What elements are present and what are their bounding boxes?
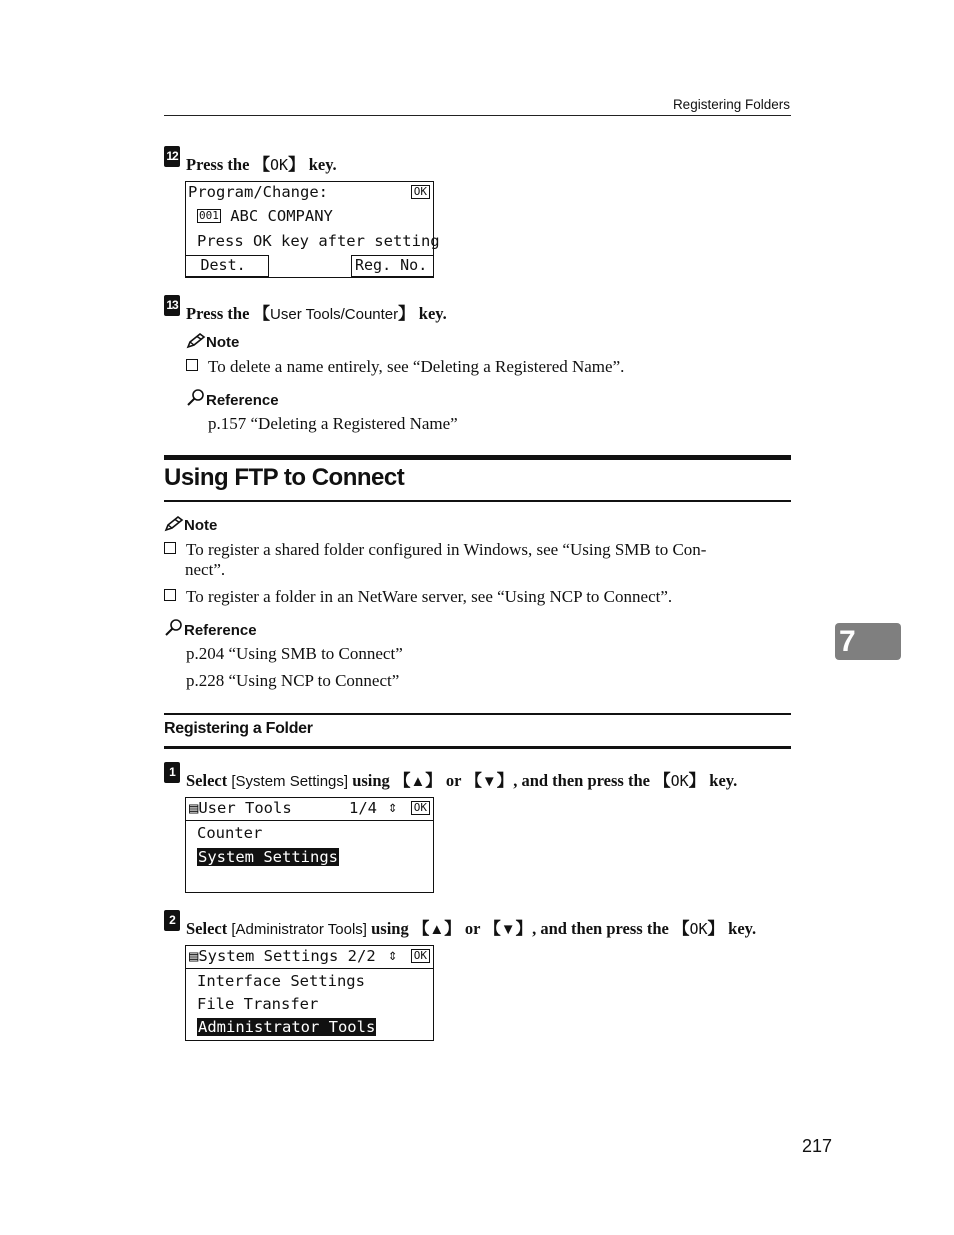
- user-tools-key-name: User Tools/Counter: [270, 306, 399, 323]
- step-12-instruction: [186, 151, 337, 175]
- step-text-suffix: key.: [414, 304, 447, 323]
- step-number-1: 1: [164, 762, 180, 783]
- note-1-text: To delete a name entirely, see “Deleting a Registered Name”.: [208, 357, 625, 376]
- step-text-or: or: [460, 919, 485, 938]
- pencil-icon: [164, 516, 184, 532]
- ok-indicator: OK: [411, 949, 430, 963]
- key-bracket-open: 【: [672, 919, 690, 938]
- administrator-tools-item: [Administrator Tools]: [231, 921, 367, 938]
- up-arrow-key: ▲: [429, 921, 445, 938]
- key-bracket-close: 】: [515, 919, 533, 938]
- selected-item: System Settings: [198, 848, 338, 866]
- lcd-title: System Settings 2/2: [198, 947, 376, 965]
- magnifier-icon: [186, 389, 206, 407]
- header-rule: [164, 115, 791, 116]
- system-settings-item: [System Settings]: [231, 773, 349, 790]
- entry-name: ABC COMPANY: [220, 207, 333, 225]
- key-bracket-open: 【: [484, 919, 501, 938]
- step-text-then: , and then press the: [513, 771, 655, 790]
- key-bracket-open: 【: [654, 771, 671, 790]
- running-header: Registering Folders: [672, 97, 790, 112]
- subsection-top-rule: [164, 713, 791, 715]
- step-text-then: , and then press the: [532, 919, 673, 938]
- step-text-suffix: key.: [705, 771, 738, 790]
- key-bracket-close: 】: [288, 155, 305, 174]
- step-text-using: using: [348, 771, 394, 790]
- up-arrow-key: ▲: [410, 773, 426, 790]
- lcd-program-change: [185, 181, 440, 278]
- section-title: Using FTP to Connect: [164, 464, 405, 491]
- note-heading: Note: [206, 334, 240, 351]
- step-text-using: using: [366, 919, 413, 938]
- step-1-instruction: [186, 767, 737, 791]
- step-number-12: 12: [164, 146, 180, 167]
- note-2-item-2-text: To register a folder in an NetWare server, see “Using NCP to Connect”.: [186, 587, 673, 606]
- lcd-title-row: [189, 799, 292, 817]
- chapter-tab: 7: [835, 623, 901, 660]
- lcd-title: User Tools: [198, 799, 292, 817]
- ok-indicator: OK: [411, 801, 430, 815]
- note-block-1: [186, 333, 239, 352]
- page-number: 217: [802, 1136, 833, 1156]
- reference-2-link-1: p.204 “Using SMB to Connect”: [186, 644, 403, 663]
- key-bracket-open: 【: [253, 155, 271, 174]
- lcd-user-tools: [185, 797, 434, 893]
- reference-block-1: [186, 389, 279, 410]
- step-text-prefix: Press the: [186, 304, 254, 323]
- lcd-page-indicator: 1/4: [349, 799, 377, 817]
- key-bracket-close: 】: [496, 771, 514, 790]
- subsection-title: Registering a Folder: [164, 720, 313, 737]
- key-bracket-open: 【: [465, 771, 482, 790]
- note-2-item-2: [164, 587, 672, 607]
- step-number-13: 13: [164, 295, 180, 316]
- key-bracket-close: 】: [707, 919, 725, 938]
- ok-indicator: OK: [411, 185, 430, 199]
- reference-2-link-2: p.228 “Using NCP to Connect”: [186, 671, 400, 690]
- lcd-message: Press OK key after setting: [197, 232, 440, 250]
- note-block-2: [164, 516, 217, 535]
- note-1-item: [186, 357, 624, 377]
- checkbox-icon: [164, 542, 176, 554]
- step-text-suffix: key.: [724, 919, 757, 938]
- ok-key-name: OK: [689, 920, 708, 938]
- updown-arrows-icon: ⇕: [388, 798, 398, 816]
- key-bracket-close: 】: [688, 771, 706, 790]
- ok-key-name: OK: [670, 772, 689, 790]
- menu-item-counter: Counter: [197, 824, 263, 842]
- dest-softkey: Dest.: [185, 255, 269, 277]
- step-text-select: Select: [186, 919, 232, 938]
- lcd-entry: [197, 207, 333, 225]
- menu-item-file-transfer: File Transfer: [197, 995, 319, 1013]
- reg-no-softkey: Reg. No.: [351, 255, 434, 277]
- note-2-item-1: [164, 540, 794, 580]
- step-number-2: 2: [164, 910, 180, 931]
- checkbox-icon: [186, 359, 198, 371]
- down-arrow-key: ▼: [500, 921, 516, 938]
- key-bracket-close: 】: [444, 919, 461, 938]
- note-heading: Note: [184, 517, 218, 534]
- lcd-title: Program/Change:: [188, 183, 328, 201]
- menu-item-system-settings: [197, 848, 339, 866]
- note-2-item-1-line-2: nect”.: [185, 560, 226, 579]
- menu-icon: ▤: [189, 947, 199, 965]
- reference-1-link: p.157 “Deleting a Registered Name”: [208, 414, 458, 433]
- lcd-title-row: [189, 947, 376, 965]
- reference-heading: Reference: [206, 392, 279, 409]
- menu-item-administrator-tools: [197, 1018, 376, 1036]
- key-bracket-open: 【: [253, 304, 271, 323]
- pencil-icon: [186, 333, 206, 349]
- step-text-select: Select: [186, 771, 232, 790]
- note-2-item-1-line-1: To register a shared folder configured in Windows, see “Using SMB to Con-: [186, 540, 707, 559]
- updown-arrows-icon: ⇕: [388, 946, 398, 964]
- key-bracket-close: 】: [398, 304, 415, 323]
- reference-block-2: [164, 619, 257, 640]
- step-text-or: or: [441, 771, 466, 790]
- lcd-system-settings: [185, 945, 434, 1041]
- key-bracket-open: 【: [412, 919, 430, 938]
- section-bottom-rule: [164, 500, 791, 502]
- reference-heading: Reference: [184, 622, 257, 639]
- subsection-bottom-rule: [164, 746, 791, 749]
- step-text-prefix: Press the: [186, 155, 254, 174]
- down-arrow-key: ▼: [481, 773, 497, 790]
- ok-key-name: OK: [270, 156, 289, 174]
- section-top-rule: [164, 455, 791, 460]
- checkbox-icon: [164, 589, 176, 601]
- step-2-instruction: [186, 915, 756, 939]
- magnifier-icon: [164, 619, 184, 637]
- key-bracket-open: 【: [393, 771, 411, 790]
- menu-item-interface-settings: Interface Settings: [197, 972, 365, 990]
- step-13-instruction: [186, 300, 447, 324]
- entry-number: 001: [199, 209, 219, 222]
- step-text-suffix: key.: [304, 155, 337, 174]
- menu-icon: ▤: [189, 799, 199, 817]
- key-bracket-close: 】: [425, 771, 442, 790]
- selected-item: Administrator Tools: [198, 1018, 376, 1036]
